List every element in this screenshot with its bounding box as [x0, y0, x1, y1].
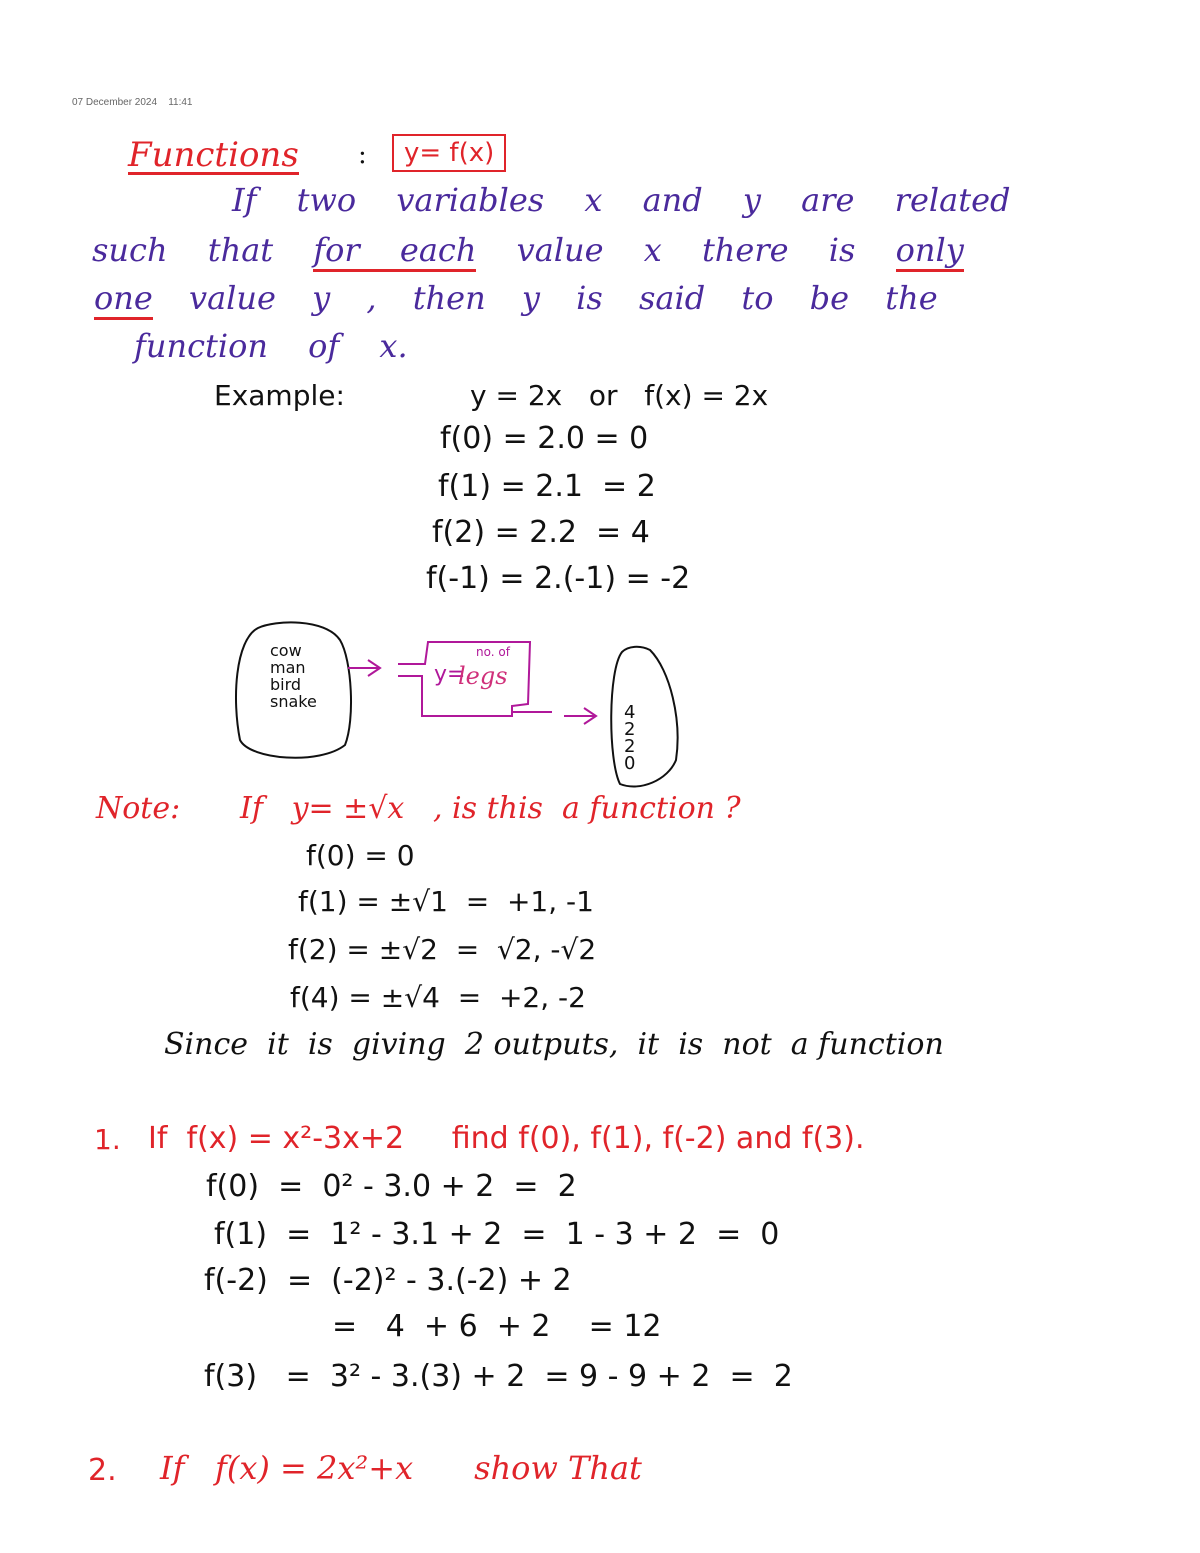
problem-1-line-3: f(-2) = (-2)² - 3.(-2) + 2	[204, 1263, 572, 1298]
output-item: 0	[624, 753, 636, 774]
problem-1-line-2: f(1) = 1² - 3.1 + 2 = 1 - 3 + 2 = 0	[214, 1217, 780, 1252]
output-item: 4	[624, 702, 636, 723]
diagram-input-list	[270, 642, 350, 710]
formula-box: y= f(x)	[392, 134, 506, 172]
page-title: Functions	[128, 135, 299, 175]
output-set-outline	[611, 647, 677, 787]
machine-word: legs	[458, 662, 508, 690]
problem-2-number: 2.	[88, 1453, 117, 1488]
problem-1-line-4: = 4 + 6 + 2 = 12	[332, 1309, 662, 1344]
note-conclusion: Since it is giving 2 outputs, it is not a function	[164, 1027, 944, 1062]
machine-label: y=	[434, 662, 466, 687]
example-line-1: f(0) = 2.0 = 0	[440, 421, 649, 456]
example-line-4: f(-1) = 2.(-1) = -2	[426, 561, 691, 596]
output-item: 2	[624, 736, 636, 757]
note-line-3: f(2) = ±√2 = √2, -√2	[288, 933, 597, 966]
problem-1-line-1: f(0) = 0² - 3.0 + 2 = 2	[206, 1169, 577, 1204]
example-statement: y = 2x or f(x) = 2x	[470, 379, 769, 412]
example-line-2: f(1) = 2.1 = 2	[438, 469, 656, 504]
definition-line-4: function of x.	[134, 327, 408, 365]
heading-colon: :	[358, 140, 367, 170]
input-item: man	[270, 658, 306, 677]
problem-1-line-5: f(3) = 3² - 3.(3) + 2 = 9 - 9 + 2 = 2	[204, 1359, 793, 1394]
problem-1-number: 1.	[94, 1123, 121, 1156]
input-item: snake	[270, 692, 317, 711]
note-label: Note:	[96, 791, 181, 826]
definition-line-2: such that for each value x there is only	[92, 234, 964, 266]
arrow-to-outputs	[512, 708, 596, 724]
problem-1-statement: If f(x) = x²-3x+2 find f(0), f(1), f(-2) and f(3).	[148, 1121, 865, 1156]
input-item: bird	[270, 675, 302, 694]
machine-note: no. of	[476, 645, 510, 659]
diagram-output-list	[624, 704, 644, 772]
definition-line-3: one value y , then y is said to be the	[94, 282, 938, 314]
output-item: 2	[624, 719, 636, 740]
note-line-2: f(1) = ±√1 = +1, -1	[298, 885, 594, 918]
note-line-4: f(4) = ±√4 = +2, -2	[290, 981, 586, 1014]
example-label: Example:	[214, 379, 345, 412]
definition-line-1: If two variables x and y are related	[232, 181, 1011, 219]
input-item: cow	[270, 641, 302, 660]
note-date: 07 December 2024 11:41	[72, 97, 193, 108]
note-question: If y= ±√x , is this a function ?	[240, 791, 741, 826]
example-line-3: f(2) = 2.2 = 4	[432, 515, 650, 550]
problem-2-statement: If f(x) = 2x²+x show That	[160, 1449, 642, 1487]
arrow-to-machine	[348, 660, 380, 676]
note-line-1: f(0) = 0	[306, 839, 415, 872]
